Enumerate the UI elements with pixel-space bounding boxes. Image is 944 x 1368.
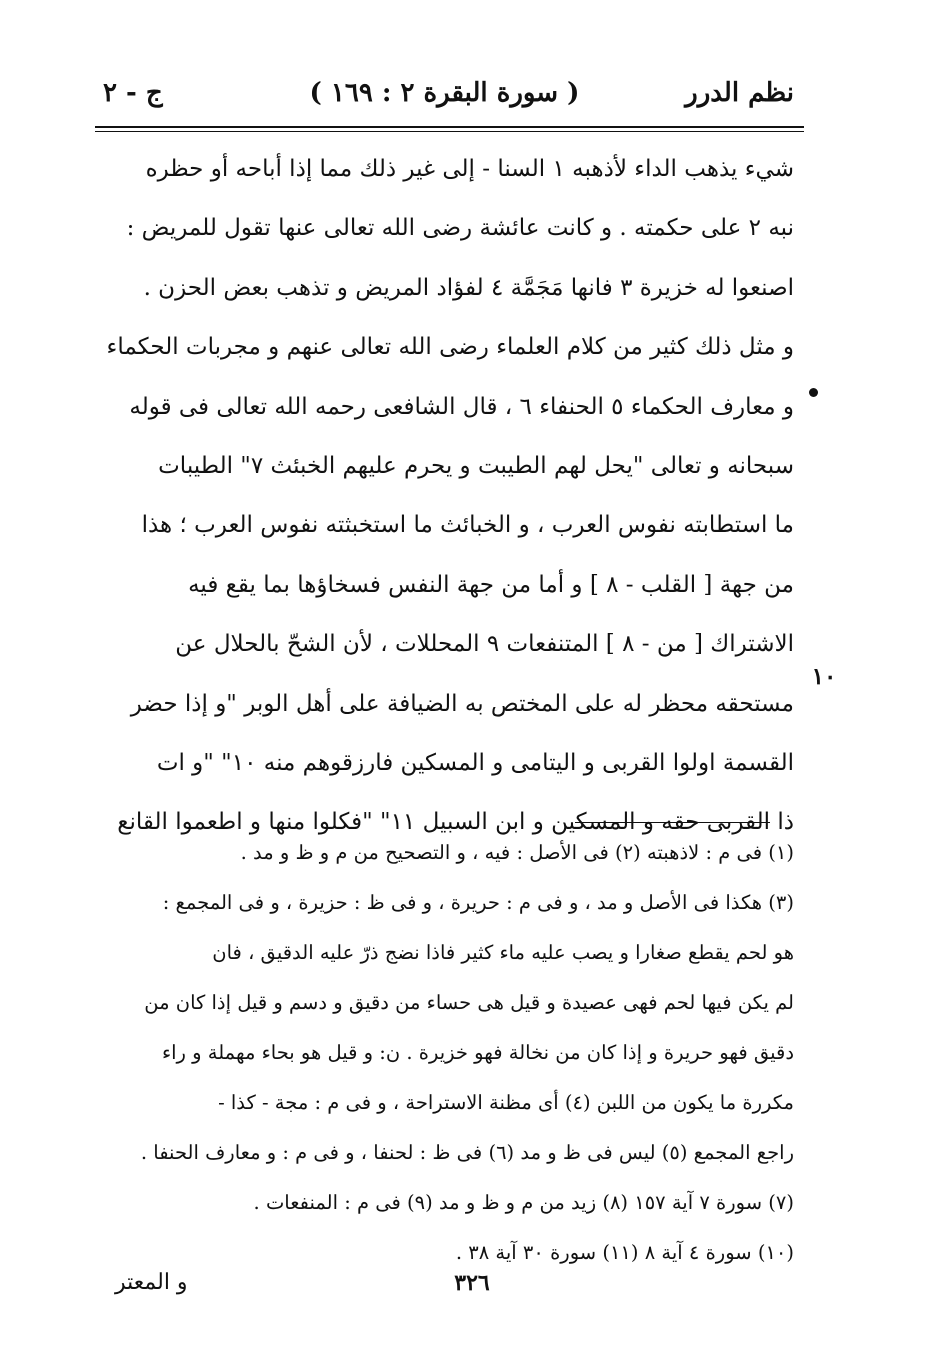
catchword: و المعتر xyxy=(115,1270,188,1295)
text-line: الاشتراك [ من - ٨ ] المتنفعات ٩ المحللات ، لأن الشحّ بالحلال عن xyxy=(175,631,794,658)
text-line: اصنعوا له خزيرة ٣ فانها مَجَمَّة ٤ لفؤاد المريض و تذهب بعض الحزن . xyxy=(143,274,794,301)
header-rule xyxy=(95,126,804,128)
text-line: مستحقه محظر له على المختص به الضيافة على أهل الوبر "و إذا حضر xyxy=(130,690,794,717)
footnote-line: هو لحم يقطع صغارا و يصب عليه ماء كثير فاذا نضج ذرّ عليه الدقيق ، فان xyxy=(212,941,794,964)
text-line: ذا القربى حقه و المسكين و ابن السبيل ١١" "فكلوا منها و اطعموا القانع xyxy=(117,809,794,836)
main-text xyxy=(95,140,794,853)
line-number-marker: ١٠ xyxy=(811,663,837,690)
text-line: و معارف الحكماء ٥ الحنفاء ٦ ، قال الشافعى رحمه الله تعالى فى قوله xyxy=(129,393,794,420)
footnote-line: دقيق فهو حريرة و إذا كان من نخالة فهو خزيرة . ن: و قيل هو بحاء مهملة و راء xyxy=(161,1041,794,1064)
page-number: ٣٢٦ xyxy=(454,1270,490,1296)
text-line: نبه ٢ على حكمته . و كانت عائشة رضى الله تعالى عنها تقول للمريض : xyxy=(126,215,794,242)
footnote-line: لم يكن فيها لحم فهى عصيدة و قيل هى حساء من دقيق و دسم و قيل إذا كان من xyxy=(144,991,794,1014)
book-title: نظم الدرر xyxy=(685,78,794,108)
footnote-separator xyxy=(575,822,770,823)
text-line: و مثل ذلك كثير من كلام العلماء رضى الله تعالى عنهم و مجربات الحكماء xyxy=(106,334,794,361)
text-line: ما استطابته نفوس العرب ، و الخبائث ما استخبثته نفوس العرب ؛ هذا xyxy=(141,512,794,539)
running-header xyxy=(95,78,794,122)
footnote-line: (٣) هكذا فى الأصل و مد ، و فى م : حريرة ، و فى ظ : حزيرة ، و فى المجمع : xyxy=(162,891,794,914)
text-line: شيء يذهب الداء لأذهبه ١ السنا - إلى غير ذلك مما إذا أباحه أو حظره xyxy=(145,156,794,182)
surah-reference: ( سورة البقرة ٢ : ١٦٩ ) xyxy=(309,78,580,108)
footnote-line: (١) فى م : لاذهبته (٢) فى الأصل : فيه ، و التصحيح من م و ظ و مد . xyxy=(240,841,794,864)
header-rule-thin xyxy=(95,131,804,132)
text-line: سبحانه و تعالى "يحل لهم الطيبت و يحرم عليهم الخبئث ٧" الطيبات xyxy=(158,452,794,479)
footnote-line: مكررة ما يكون من اللبن (٤) أى مظنة الاستراحة ، و فى م : مجة - كذا - xyxy=(218,1091,794,1114)
text-line: من جهة [ القلب - ٨ ] و أما من جهة النفس فسخاؤها بما يقع فيه xyxy=(188,571,794,598)
footnotes xyxy=(95,828,794,1278)
footnote-line: (١٠) سورة ٤ آية ٨ (١١) سورة ٣٠ آية ٣٨ . xyxy=(455,1241,794,1264)
footnote-line: (٧) سورة ٧ آية ١٥٧ (٨) زيد من م و ظ و مد (٩) فى م : المنفعات . xyxy=(253,1191,794,1214)
text-line: القسمة اولوا القربى و اليتامى و المسكين فارزقوهم منه ١٠" "و ات xyxy=(156,749,794,776)
volume-number: ج - ٢ xyxy=(103,78,163,108)
margin-dot-marker xyxy=(809,388,818,397)
footnote-line: راجع المجمع (٥) ليس فى ظ و مد (٦) فى ظ : لحنفا ، و فى م : و معارف الحنفا . xyxy=(140,1141,794,1164)
